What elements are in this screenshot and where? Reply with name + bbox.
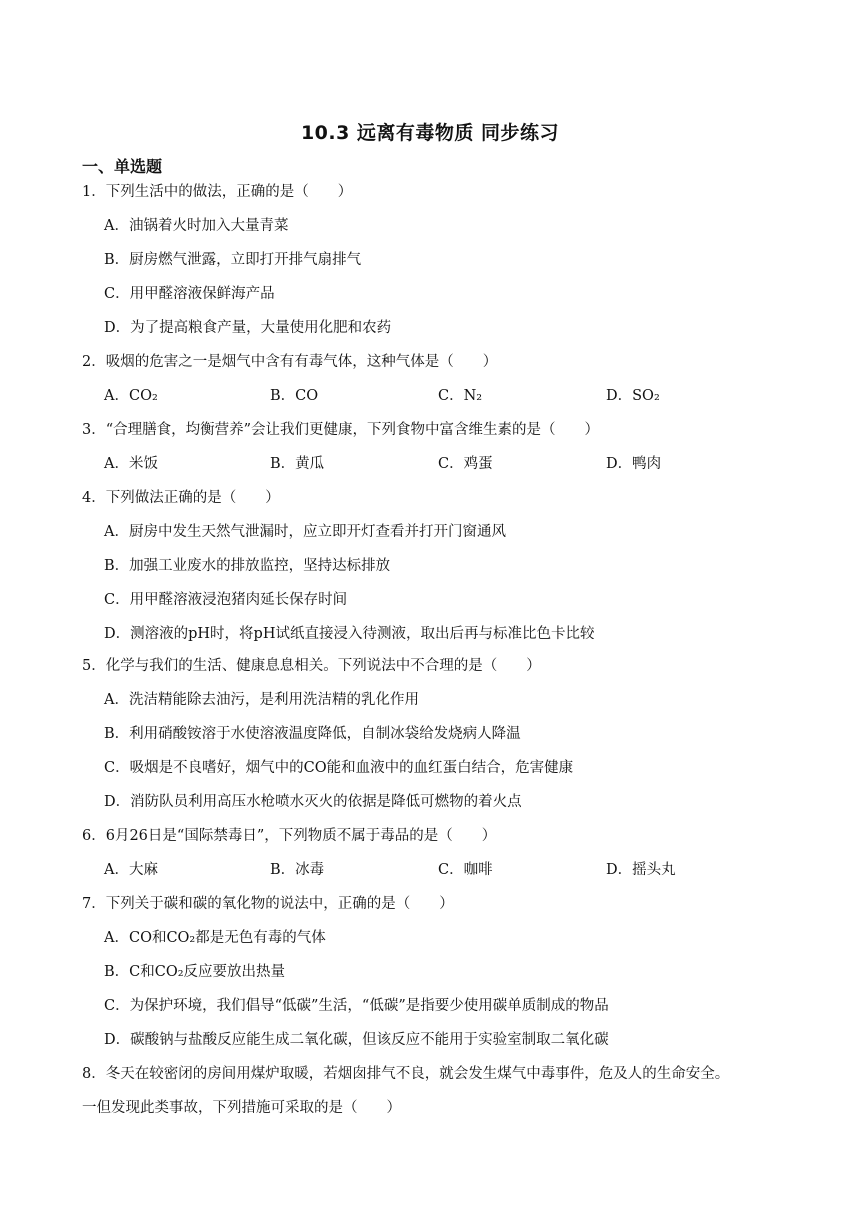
question-6-option-d: D．摇头丸: [606, 862, 676, 878]
question-1-option-d: D．为了提高粮食产量，大量使用化肥和农药: [104, 320, 392, 336]
question-8-stem-continued: 一但发现此类事故，下列措施可采取的是（ ）: [82, 1100, 401, 1116]
question-8-stem: 8．冬天在较密闭的房间用煤炉取暖，若烟囱排气不良，就会发生煤气中毒事件，危及人的生命安全。: [82, 1066, 730, 1082]
document-title: 10.3 远离有毒物质 同步练习: [300, 122, 560, 144]
question-7-option-c: C．为保护环境，我们倡导“低碳”生活，“低碳”是指要少使用碳单质制成的物品: [104, 998, 609, 1014]
question-6-option-c: C．咖啡: [438, 862, 493, 878]
question-6-stem: 6．6月26日是“国际禁毒日”，下列物质不属于毒品的是（ ）: [82, 828, 497, 844]
question-2-option-c: C．N₂: [438, 388, 483, 404]
question-5-stem: 5．化学与我们的生活、健康息息相关。下列说法中不合理的是（ ）: [82, 658, 541, 674]
question-3-stem: 3．“合理膳食，均衡营养”会让我们更健康，下列食物中富含维生素的是（ ）: [82, 422, 600, 438]
question-1-stem: 1．下列生活中的做法，正确的是（ ）: [82, 184, 353, 200]
question-3-option-c: C．鸡蛋: [438, 456, 493, 472]
question-5-option-c: C．吸烟是不良嗜好，烟气中的CO能和血液中的血红蛋白结合，危害健康: [104, 760, 574, 776]
question-4-option-d: D．测溶液的pH时，将pH试纸直接浸入待测液，取出后再与标准比色卡比较: [104, 626, 595, 642]
question-7-stem: 7．下列关于碳和碳的氧化物的说法中，正确的是（ ）: [82, 896, 454, 912]
question-3-option-b: B．黄瓜: [270, 456, 325, 472]
question-2-option-a: A．CO₂: [104, 388, 158, 404]
question-4-option-a: A．厨房中发生天然气泄漏时，应立即开灯查看并打开门窗通风: [104, 524, 506, 540]
question-6-option-a: A．大麻: [104, 862, 158, 878]
question-4-option-c: C．用甲醛溶液浸泡猪肉延长保存时间: [104, 592, 348, 608]
question-7-option-a: A．CO和CO₂都是无色有毒的气体: [104, 930, 326, 946]
question-2-stem: 2．吸烟的危害之一是烟气中含有有毒气体，这种气体是（ ）: [82, 354, 498, 370]
section-heading: 一、单选题: [82, 157, 163, 176]
question-4-stem: 4．下列做法正确的是（ ）: [82, 490, 280, 506]
question-5-option-a: A．洗洁精能除去油污，是利用洗洁精的乳化作用: [104, 692, 419, 708]
question-3-option-d: D．鸭肉: [606, 456, 662, 472]
question-5-option-b: B．利用硝酸铵溶于水使溶液温度降低，自制冰袋给发烧病人降温: [104, 726, 521, 742]
question-6-option-b: B．冰毒: [270, 862, 325, 878]
question-7-option-d: D．碳酸钠与盐酸反应能生成二氧化碳，但该反应不能用于实验室制取二氧化碳: [104, 1032, 609, 1048]
question-5-option-d: D．消防队员利用高压水枪喷水灭火的依据是降低可燃物的着火点: [104, 794, 522, 810]
question-4-option-b: B．加强工业废水的排放监控，坚持达标排放: [104, 558, 391, 574]
question-1-option-b: B．厨房燃气泄露，立即打开排气扇排气: [104, 252, 362, 268]
question-2-option-d: D．SO₂: [606, 388, 660, 404]
question-7-option-b: B．C和CO₂反应要放出热量: [104, 964, 286, 980]
question-1-option-c: C．用甲醛溶液保鲜海产品: [104, 286, 275, 302]
question-1-option-a: A．油锅着火时加入大量青菜: [104, 218, 289, 234]
question-3-option-a: A．米饭: [104, 456, 158, 472]
question-2-option-b: B．CO: [270, 388, 319, 404]
